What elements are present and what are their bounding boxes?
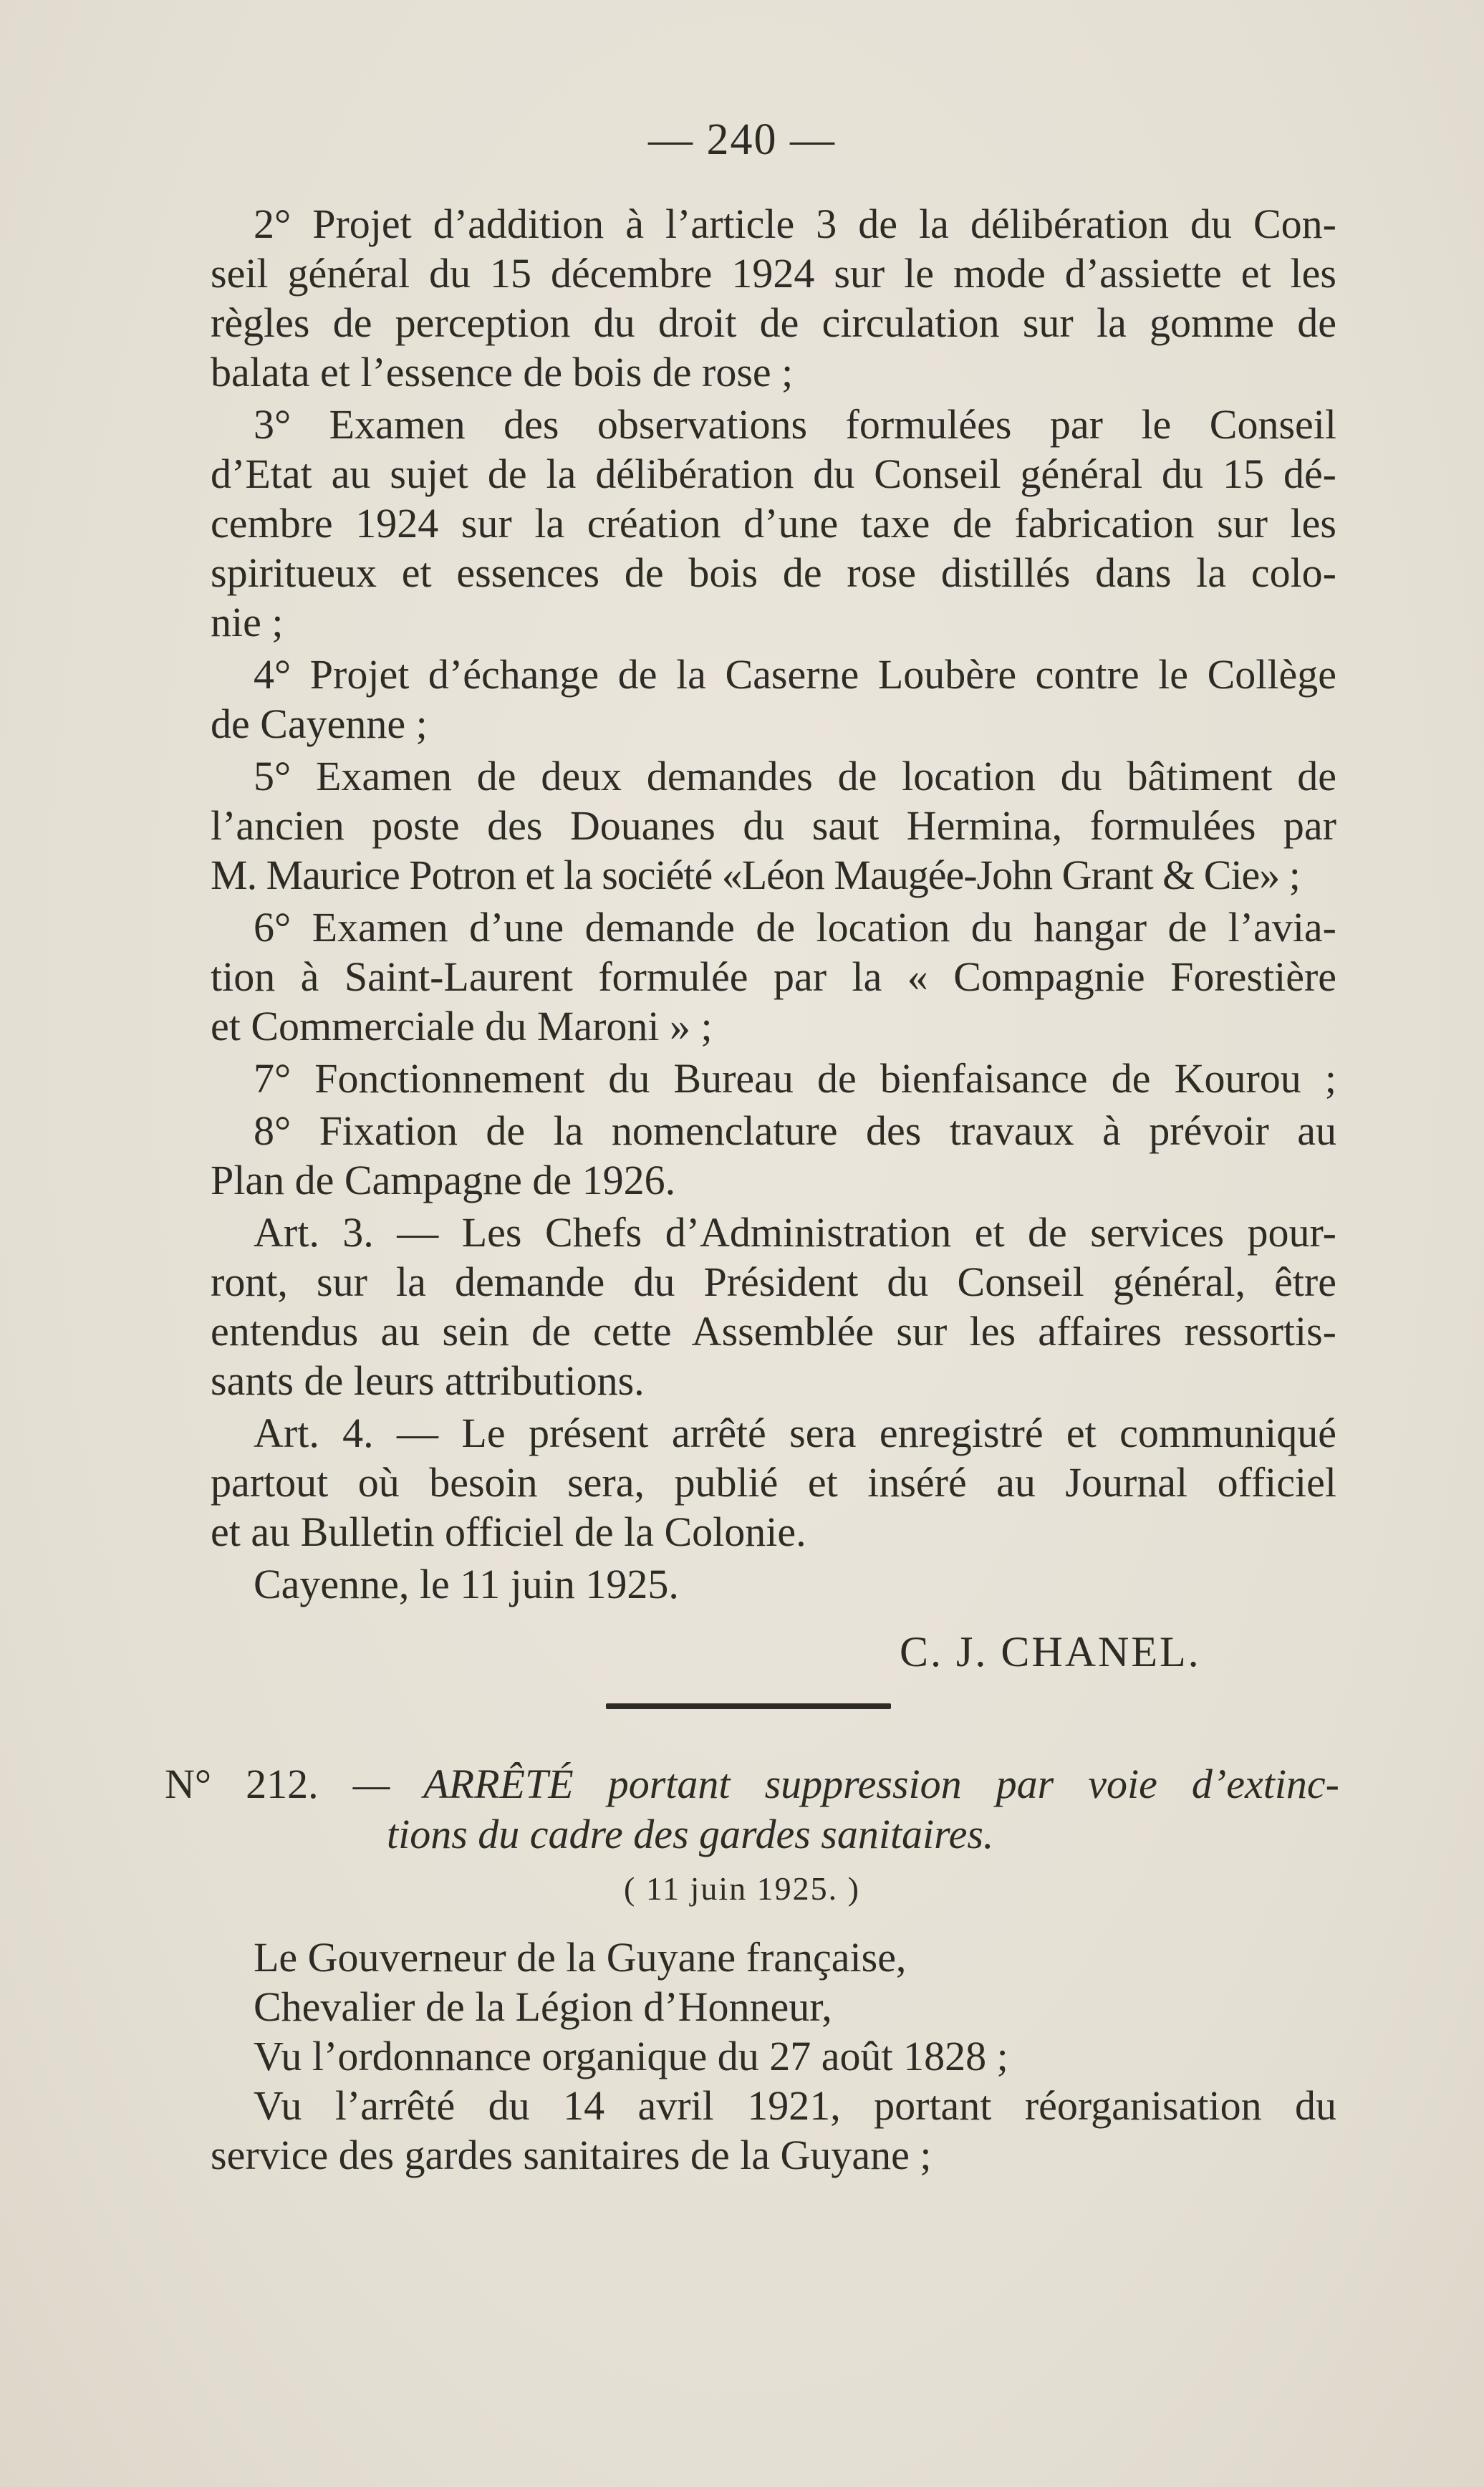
text-line: Chevalier de la Légion d’Honneur, xyxy=(254,1983,832,2030)
text-line: balata et l’essence de bois de rose ; xyxy=(211,349,794,395)
text-line: d’Etat au sujet de la délibération du Conseil général du 15 dé- xyxy=(211,451,1336,497)
item-4-paragraph xyxy=(168,650,1336,749)
place-date-line: Cayenne, le 11 juin 1925. xyxy=(254,1561,679,1607)
text-line: Art. 4. — Le présent arrêté sera enregistré et communiqué xyxy=(254,1410,1336,1456)
decree-heading-line xyxy=(165,1759,1339,1809)
text-line: tion à Saint-Laurent formulée par la « Compagnie Forestière xyxy=(211,953,1336,1000)
item-8-paragraph xyxy=(168,1106,1336,1205)
text-line: nie ; xyxy=(211,599,284,645)
place-date-paragraph xyxy=(168,1559,1336,1609)
text-line: Vu l’arrêté du 14 avril 1921, portant réorganisation du xyxy=(254,2082,1336,2129)
text-line: l’ancien poste des Douanes du saut Hermina, formulées par xyxy=(211,802,1336,849)
text-line: 7° Fonctionnement du Bureau de bienfaisance de Kourou ; xyxy=(254,1055,1336,1102)
text-line: cembre 1924 sur la création d’une taxe de fabrication sur les xyxy=(211,500,1336,547)
text-line: 8° Fixation de la nomenclature des travaux à prévoir au xyxy=(254,1107,1336,1154)
text-line: 3° Examen des observations formulées par le Conseil xyxy=(254,401,1336,448)
signature: C. J. CHANEL. xyxy=(900,1628,1201,1675)
text-line: M. Maurice Potron et la société «Léon Maugée-John Grant & Cie» ; xyxy=(211,852,1300,898)
decree-title-line-1: — ARRÊTÉ portant suppression par voie d’extinc- xyxy=(352,1761,1339,1807)
text-line: règles de perception du droit de circulation sur la gomme de xyxy=(211,299,1336,346)
text-line: 4° Projet d’échange de la Caserne Loubère contre le Collège xyxy=(254,651,1336,698)
text-line: Vu l’ordonnance organique du 27 août 1828 ; xyxy=(254,2033,1008,2079)
text-line: et Commerciale du Maroni » ; xyxy=(211,1003,713,1049)
text-line: ront, sur la demande du Président du Conseil général, être xyxy=(211,1259,1336,1305)
text-line: entendus au sein de cette Assemblée sur les affaires ressortis- xyxy=(211,1308,1336,1355)
item-7-paragraph xyxy=(168,1054,1336,1103)
decree-date: ( 11 juin 1925. ) xyxy=(624,1870,860,1907)
text-line: et au Bulletin officiel de la Colonie. xyxy=(211,1509,806,1555)
text-line: spiritueux et essences de bois de rose distillés dans la colo- xyxy=(211,549,1336,596)
section-divider xyxy=(606,1703,891,1709)
text-line: sants de leurs attributions. xyxy=(211,1357,645,1404)
item-3-paragraph xyxy=(168,400,1336,647)
article-3-paragraph xyxy=(168,1208,1336,1405)
text-line: 2° Projet d’addition à l’article 3 de la délibération du Con- xyxy=(254,201,1336,247)
text-line: Art. 3. — Les Chefs d’Administration et de services pour- xyxy=(254,1209,1336,1256)
text-line: 6° Examen d’une demande de location du hangar de l’avia- xyxy=(254,904,1336,951)
item-6-paragraph xyxy=(168,903,1336,1051)
decree-body xyxy=(168,1933,1336,2180)
text-line: service des gardes sanitaires de la Guyane ; xyxy=(211,2132,932,2178)
page-number: — 240 — xyxy=(648,115,836,164)
text-line: Plan de Campagne de 1926. xyxy=(211,1157,676,1203)
text-line: 5° Examen de deux demandes de location du bâtiment de xyxy=(254,753,1336,799)
decree-preamble xyxy=(168,1933,1336,2180)
article-list xyxy=(168,199,1336,1612)
item-2-paragraph xyxy=(168,199,1336,397)
decree-number: N° 212. xyxy=(165,1761,319,1807)
text-line: partout où besoin sera, publié et inséré au Journal officiel xyxy=(211,1459,1336,1506)
text-line: seil général du 15 décembre 1924 sur le mode d’assiette et les xyxy=(211,250,1336,297)
decree-title-line-2: tions du cadre des gardes sanitaires. xyxy=(387,1811,994,1857)
decree-heading xyxy=(165,1759,1339,1860)
article-4-paragraph xyxy=(168,1408,1336,1557)
text-line: de Cayenne ; xyxy=(211,701,428,747)
item-5-paragraph xyxy=(168,751,1336,900)
text-line: Le Gouverneur de la Guyane française, xyxy=(254,1934,907,1981)
